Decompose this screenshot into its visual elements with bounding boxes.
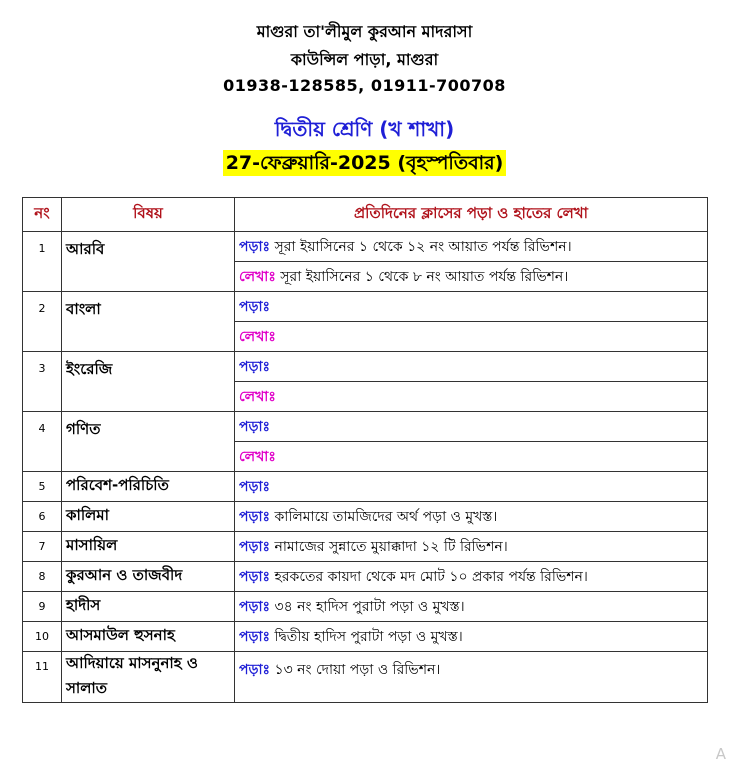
writing-text: সূরা ইয়াসিনের ১ থেকে ৮ নং আয়াত পর্যন্ত রিভিশন। [280,268,569,285]
reading-label: পড়াঃ [239,662,271,678]
table-row [23,592,708,622]
contact-phones: 01938-128585, 01911-700708 [223,76,506,95]
date-wrapper [0,150,729,176]
reading-text: দ্বিতীয় হাদিস পুরাটা পড়া ও মুখস্ত। [274,628,463,645]
row-subject: কালিমা [62,502,235,532]
row-subject: ইংরেজি [62,352,235,412]
corner-mark: A [715,745,726,763]
reading-label: পড়াঃ [239,238,271,255]
homework-table [22,197,708,703]
writing-cell [235,442,708,472]
row-number: 5 [23,472,62,502]
row-number: 3 [23,352,62,412]
reading-cell [235,232,708,262]
reading-label: পড়াঃ [239,508,271,525]
table-row [23,502,708,532]
table-row [23,292,708,322]
reading-cell [235,652,708,703]
writing-cell [235,262,708,292]
reading-text: নামাজের সুন্নাতে মুয়াক্কাদা ১২ টি রিভিশন। [274,538,508,555]
row-number: 7 [23,532,62,562]
reading-text: ১৩ নং দোয়া পড়া ও রিভিশন। [274,662,441,678]
header-work: প্রতিদিনের ক্লাসের পড়া ও হাতের লেখা [235,198,708,232]
row-number: 4 [23,412,62,472]
writing-label: লেখাঃ [239,448,276,465]
reading-text: সূরা ইয়াসিনের ১ থেকে ১২ নং আয়াত পর্যন্ত রিভিশন। [274,238,572,255]
header-subject: বিষয় [62,198,235,232]
table-row [23,232,708,262]
row-subject: আদিয়ায়ে মাসনুনাহ ও সালাত [62,652,235,703]
reading-label: পড়াঃ [239,538,271,555]
reading-cell [235,502,708,532]
table-row [23,652,708,703]
reading-cell [235,352,708,382]
reading-cell [235,562,708,592]
row-subject: মাসায়িল [62,532,235,562]
reading-cell [235,532,708,562]
reading-cell [235,622,708,652]
header-no: নং [23,198,62,232]
reading-label: পড়াঃ [239,628,271,645]
reading-text: হরকতের কায়দা থেকে মদ মোট ১০ প্রকার পর্যন্ত রিভিশন। [274,568,588,585]
reading-text: ৩৪ নং হাদিস পুরাটা পড়া ও মুখস্ত। [274,598,465,615]
table-row [23,562,708,592]
row-subject: গণিত [62,412,235,472]
row-subject: কুরআন ও তাজবীদ [62,562,235,592]
reading-cell [235,292,708,322]
class-date: 27-ফেব্রুয়ারি-2025 (বৃহস্পতিবার) [223,150,507,176]
row-subject: পরিবেশ-পরিচিতি [62,472,235,502]
table-row [23,472,708,502]
madrasa-address: কাউন্সিল পাড়া, মাগুরা [290,50,439,69]
madrasa-name: মাগুরা তা'লীমুল কুরআন মাদরাসা [256,22,473,41]
reading-label: পড়াঃ [239,298,271,315]
row-number: 6 [23,502,62,532]
row-subject: হাদীস [62,592,235,622]
writing-label: লেখাঃ [239,328,276,345]
reading-label: পড়াঃ [239,358,271,375]
reading-label: পড়াঃ [239,598,271,615]
class-title: দ্বিতীয় শ্রেণি (খ শাখা) [274,117,455,141]
reading-cell [235,592,708,622]
row-subject: আসমাউল হুসনাহ [62,622,235,652]
reading-cell [235,412,708,442]
row-subject: আরবি [62,232,235,292]
row-number: 1 [23,232,62,292]
table-row [23,622,708,652]
writing-label: লেখাঃ [239,388,276,405]
reading-label: পড়াঃ [239,418,271,435]
table-row [23,412,708,442]
table-row [23,352,708,382]
writing-label: লেখাঃ [239,268,276,285]
row-number: 8 [23,562,62,592]
row-subject: বাংলা [62,292,235,352]
reading-label: পড়াঃ [239,478,271,495]
table-row [23,532,708,562]
reading-label: পড়াঃ [239,568,271,585]
row-number: 2 [23,292,62,352]
table-header-row [23,198,708,232]
reading-cell [235,472,708,502]
row-number: 10 [23,622,62,652]
reading-text: কালিমায়ে তামজিদের অর্থ পড়া ও মুখস্ত। [274,508,498,525]
writing-cell [235,382,708,412]
row-number: 11 [23,652,62,703]
writing-cell [235,322,708,352]
row-number: 9 [23,592,62,622]
